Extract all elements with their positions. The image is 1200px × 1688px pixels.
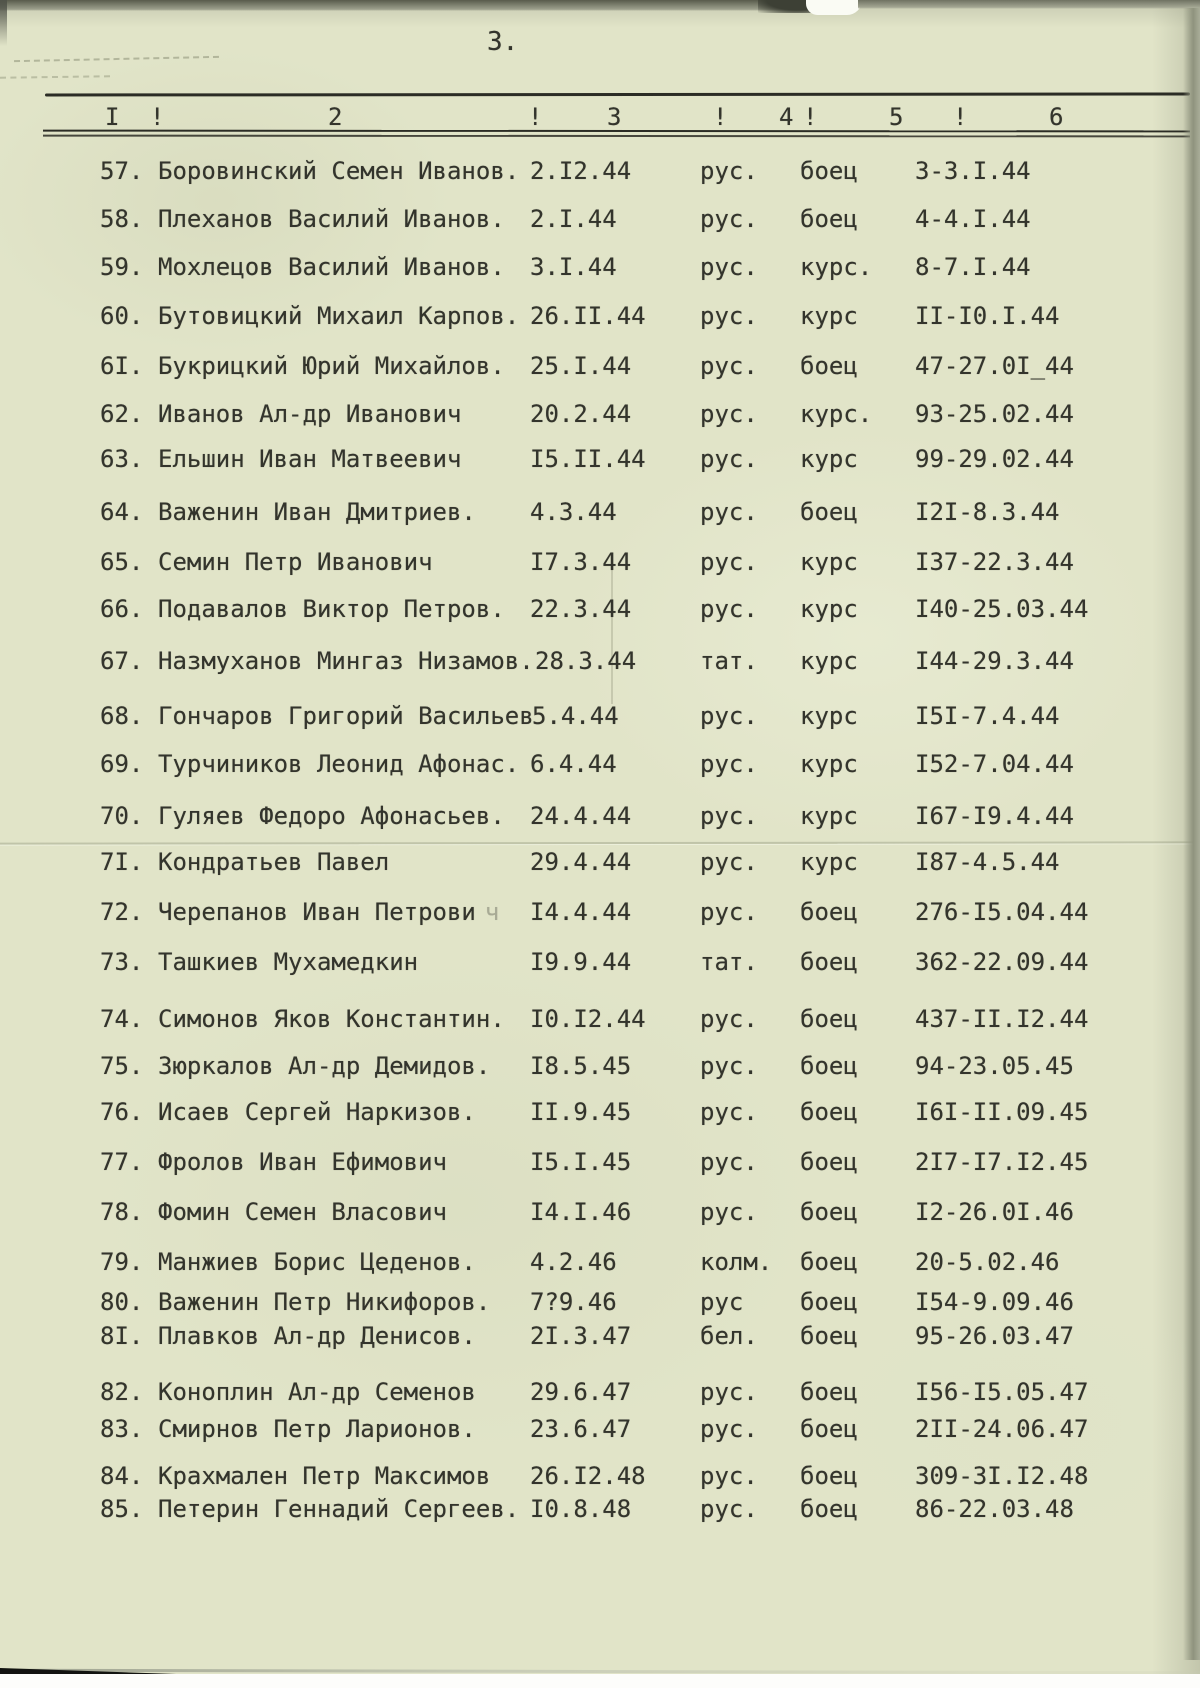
person-name-text: Семин Петр Иванович [158, 548, 433, 576]
row-number: 62. [100, 400, 144, 428]
registration-number: 86-22.03.48 [915, 1495, 1074, 1523]
person-name [158, 1148, 447, 1176]
rank: боец [800, 1462, 858, 1490]
row-number: 69. [100, 750, 144, 778]
enlist-date: 2.I.44 [530, 205, 617, 233]
person-name-text: Важенин Петр Никифоров. [158, 1288, 491, 1316]
row-number: 59. [100, 253, 144, 281]
rank: боец [800, 498, 858, 526]
scanner-background [0, 1674, 1200, 1688]
enlist-date: I5.II.44 [530, 445, 646, 473]
nationality: рус. [700, 400, 758, 428]
person-name-text: Плавков Ал-др Денисов. [158, 1322, 476, 1350]
rank: курс [800, 548, 858, 576]
person-name [158, 1248, 476, 1276]
table-row [0, 1248, 1200, 1278]
person-name-text: Гончаров Григорий Васильев [158, 702, 534, 730]
row-number: 7I. [100, 848, 144, 876]
row-number: 78. [100, 1198, 144, 1226]
row-number: 77. [100, 1148, 144, 1176]
nationality: рус. [700, 498, 758, 526]
person-name [158, 1198, 447, 1226]
torn-edge-notch [806, 0, 862, 15]
enlist-date: 20.2.44 [530, 400, 632, 428]
table-row [0, 205, 1200, 235]
page-number: 3. [487, 27, 519, 57]
table-row [0, 1288, 1200, 1318]
registration-number: 309-3I.I2.48 [915, 1462, 1089, 1490]
person-name [158, 802, 505, 830]
person-name-text: Ельшин Иван Матвеевич [158, 445, 462, 473]
person-name [158, 647, 534, 675]
person-name-text: Иванов Ал-др Иванович [158, 400, 462, 428]
registration-number: I2I-8.3.44 [915, 498, 1060, 526]
enlist-date: 5.4.44 [532, 702, 619, 730]
rank: боец [800, 1248, 858, 1276]
table-row [0, 595, 1200, 625]
rank: курс [800, 647, 858, 675]
column-separator: ! [150, 103, 165, 131]
rank: боец [800, 1198, 858, 1226]
nationality: рус. [700, 1495, 758, 1523]
table-row [0, 498, 1200, 528]
person-name [158, 848, 389, 876]
person-name [158, 302, 519, 330]
row-number: 83. [100, 1415, 144, 1443]
row-number: 64. [100, 498, 144, 526]
registration-number: 2I7-I7.I2.45 [915, 1148, 1089, 1176]
rank: курс [800, 445, 858, 473]
rank: курс [800, 802, 858, 830]
row-number: 79. [100, 1248, 144, 1276]
row-number: 75. [100, 1052, 144, 1080]
table-row [0, 548, 1200, 578]
scan-edge-left [0, 0, 7, 46]
table-row [0, 302, 1200, 332]
enlist-date: 23.6.47 [530, 1415, 632, 1443]
table-row [0, 802, 1200, 832]
nationality: рус. [700, 1198, 758, 1226]
column-header-6: 6 [1049, 103, 1064, 131]
nationality: рус. [700, 253, 758, 281]
rank: курс [800, 702, 858, 730]
enlist-date: 2.I2.44 [530, 157, 632, 185]
person-name-text: Букрицкий Юрий Михайлов. [158, 352, 505, 380]
table-row [0, 400, 1200, 430]
row-number: 57. [100, 157, 144, 185]
enlist-date: 4.3.44 [530, 498, 617, 526]
enlist-date: 3.I.44 [530, 253, 617, 281]
nationality: бел. [700, 1322, 758, 1350]
person-name [158, 1288, 490, 1316]
table-row [0, 750, 1200, 780]
enlist-date: I5.I.45 [530, 1148, 632, 1176]
person-name [158, 1052, 490, 1080]
scan-edge-top [0, 0, 810, 11]
rank: боец [800, 1288, 858, 1316]
table-row [0, 253, 1200, 283]
rank: боец [800, 1415, 858, 1443]
nationality: рус. [700, 595, 758, 623]
person-name [158, 750, 519, 778]
paper-crease [14, 56, 219, 62]
registration-number: I6I-II.09.45 [915, 1098, 1089, 1126]
rank: боец [800, 205, 858, 233]
person-name-text: Ташкиев Мухамедкин [158, 948, 419, 976]
enlist-date: 7?9.46 [530, 1288, 617, 1316]
rank: боец [800, 1052, 858, 1080]
rank: боец [800, 898, 858, 926]
person-name-text: Гуляев Федоро Афонасьев. [158, 802, 505, 830]
person-name-text: Коноплин Ал-др Семенов [158, 1378, 476, 1406]
nationality: рус. [700, 205, 758, 233]
nationality: рус. [700, 1462, 758, 1490]
nationality: рус. [700, 352, 758, 380]
table-header-rule [43, 135, 1190, 138]
person-name-text: Бутовицкий Михаил Карпов. [158, 302, 520, 330]
enlist-date: I8.5.45 [530, 1052, 632, 1080]
registration-number: 8-7.I.44 [915, 253, 1031, 281]
row-number: 58. [100, 205, 144, 233]
registration-number: I56-I5.05.47 [915, 1378, 1089, 1406]
registration-number: 3-3.I.44 [915, 157, 1031, 185]
person-name-text: Боровинский Семен Иванов. [158, 157, 520, 185]
row-number: 73. [100, 948, 144, 976]
registration-number: I40-25.03.44 [915, 595, 1089, 623]
nationality: рус. [700, 1415, 758, 1443]
person-name-text: Фомин Семен Власович [158, 1198, 447, 1226]
paper-fold-line [0, 841, 1200, 844]
rank: курс [800, 595, 858, 623]
column-header-2: 2 [328, 103, 343, 131]
rank: боец [800, 1148, 858, 1176]
person-name [158, 205, 505, 233]
row-number: 76. [100, 1098, 144, 1126]
person-name [158, 157, 519, 185]
nationality: рус. [700, 157, 758, 185]
person-name [158, 1098, 476, 1126]
registration-number: I44-29.3.44 [915, 647, 1074, 675]
row-number: 84. [100, 1462, 144, 1490]
rank: боец [800, 352, 858, 380]
column-separator: ! [528, 103, 543, 131]
person-name [158, 1378, 476, 1406]
registration-number: 437-II.I2.44 [915, 1005, 1089, 1033]
person-name [158, 1322, 476, 1350]
person-name-text: Кондратьев Павел [158, 848, 390, 876]
person-name-text: Манжиев Борис Цеденов. [158, 1248, 476, 1276]
table-row [0, 848, 1200, 878]
enlist-date: 2I.3.47 [530, 1322, 632, 1350]
paper-crease [611, 556, 613, 704]
scan-edge-top [858, 0, 1200, 9]
person-name [158, 1495, 519, 1523]
person-name-text: Петерин Геннадий Сергеев. [158, 1495, 520, 1523]
registration-number: I37-22.3.44 [915, 548, 1074, 576]
table-row [0, 1148, 1200, 1178]
enlist-date: 25.I.44 [530, 352, 632, 380]
nationality: тат. [700, 948, 758, 976]
row-number: 6I. [100, 352, 144, 380]
table-row [0, 445, 1200, 475]
enlist-date: 29.4.44 [530, 848, 632, 876]
nationality: колм. [700, 1248, 773, 1276]
row-number: 80. [100, 1288, 144, 1316]
registration-number: 2II-24.06.47 [915, 1415, 1089, 1443]
person-name [158, 352, 505, 380]
person-name-text: Исаев Сергей Наркизов. [158, 1098, 476, 1126]
rank: курс. [800, 400, 873, 428]
enlist-date: I4.4.44 [530, 898, 632, 926]
column-separator: ! [953, 103, 968, 131]
person-name [158, 948, 418, 976]
column-separator: ! [713, 103, 728, 131]
rank: курс. [800, 253, 873, 281]
nationality: рус. [700, 445, 758, 473]
enlist-date: 28.3.44 [535, 647, 637, 675]
rank: боец [800, 1378, 858, 1406]
person-name-text: Назмуханов Мингаз Низамов. [158, 647, 534, 675]
rank: боец [800, 948, 858, 976]
registration-number: 4-4.I.44 [915, 205, 1031, 233]
column-header-1: I [105, 103, 120, 131]
enlist-date: I7.3.44 [530, 548, 632, 576]
rank: курс [800, 750, 858, 778]
row-number: 74. [100, 1005, 144, 1033]
row-number: 60. [100, 302, 144, 330]
table-row [0, 1462, 1200, 1492]
person-name-text: Смирнов Петр Ларионов. [158, 1415, 476, 1443]
table-row [0, 702, 1200, 732]
nationality: рус. [700, 1098, 758, 1126]
nationality: тат. [700, 647, 758, 675]
table-row [0, 1005, 1200, 1035]
enlist-date: 4.2.46 [530, 1248, 617, 1276]
nationality: рус. [700, 702, 758, 730]
table-row [0, 1495, 1200, 1525]
table-row [0, 157, 1200, 187]
nationality: рус. [700, 1148, 758, 1176]
column-header-3: 3 [607, 103, 622, 131]
row-number: 63. [100, 445, 144, 473]
paper-crease [0, 75, 110, 79]
registration-number: I54-9.09.46 [915, 1288, 1074, 1316]
nationality: рус. [700, 898, 758, 926]
person-name-text: Фролов Иван Ефимович [158, 1148, 447, 1176]
person-name-text: Черепанов Иван Петрови [158, 898, 476, 926]
table-row [0, 352, 1200, 382]
row-number: 68. [100, 702, 144, 730]
registration-number: II-I0.I.44 [915, 302, 1060, 330]
rank: курс [800, 848, 858, 876]
rank: боец [800, 1322, 858, 1350]
registration-number: 276-I5.04.44 [915, 898, 1089, 926]
person-name-text: Турчиников Леонид Афонас. [158, 750, 520, 778]
enlist-date: 24.4.44 [530, 802, 632, 830]
rank: боец [800, 157, 858, 185]
table-row [0, 1198, 1200, 1228]
person-name [158, 548, 433, 576]
rank: боец [800, 1495, 858, 1523]
enlist-date: 22.3.44 [530, 595, 632, 623]
registration-number: I87-4.5.44 [915, 848, 1060, 876]
person-name-text: Плеханов Василий Иванов. [158, 205, 505, 233]
person-name [158, 253, 505, 281]
table-row [0, 1322, 1200, 1352]
registration-number: 95-26.03.47 [915, 1322, 1074, 1350]
person-name [158, 498, 476, 526]
person-name [158, 1005, 505, 1033]
column-separator: ! [803, 103, 818, 131]
column-header-5: 5 [889, 103, 904, 131]
nationality: рус. [700, 802, 758, 830]
person-name-text: Важенин Иван Дмитриев. [158, 498, 476, 526]
table-row [0, 1415, 1200, 1445]
registration-number: I52-7.04.44 [915, 750, 1074, 778]
table-top-rule [45, 93, 1190, 97]
enlist-date: 29.6.47 [530, 1378, 632, 1406]
person-name [158, 445, 461, 473]
person-name-text: Мохлецов Василий Иванов. [158, 253, 505, 281]
nationality: рус [700, 1288, 744, 1316]
row-number: 72. [100, 898, 144, 926]
registration-number: I2-26.0I.46 [915, 1198, 1074, 1226]
nationality: рус. [700, 1005, 758, 1033]
person-name-text: Подавалов Виктор Петров. [158, 595, 505, 623]
row-number: 65. [100, 548, 144, 576]
person-name [158, 1462, 490, 1490]
nationality: рус. [700, 548, 758, 576]
enlist-date: I0.8.48 [530, 1495, 632, 1523]
row-number: 82. [100, 1378, 144, 1406]
person-name-text: Зюркалов Ал-др Демидов. [158, 1052, 491, 1080]
nationality: рус. [700, 302, 758, 330]
row-number: 8I. [100, 1322, 144, 1350]
enlist-date: II.9.45 [530, 1098, 632, 1126]
enlist-date: 26.II.44 [530, 302, 646, 330]
table-row [0, 647, 1200, 677]
person-name [158, 898, 499, 926]
enlist-date: I0.I2.44 [530, 1005, 646, 1033]
registration-number: 47-27.0I_44 [915, 352, 1074, 380]
column-header-4: 4 [779, 103, 794, 131]
registration-number: I67-I9.4.44 [915, 802, 1074, 830]
registration-number: 94-23.05.45 [915, 1052, 1074, 1080]
person-name-text: Крахмален Петр Максимов [158, 1462, 491, 1490]
enlist-date: 6.4.44 [530, 750, 617, 778]
enlist-date: I4.I.46 [530, 1198, 632, 1226]
person-name [158, 400, 461, 428]
row-number: 66. [100, 595, 144, 623]
rank: курс [800, 302, 858, 330]
nationality: рус. [700, 848, 758, 876]
person-name [158, 595, 505, 623]
person-name [158, 702, 534, 730]
scan-edge-right [1183, 8, 1200, 1660]
nationality: рус. [700, 1378, 758, 1406]
nationality: рус. [700, 750, 758, 778]
nationality: рус. [700, 1052, 758, 1080]
table-row [0, 1378, 1200, 1408]
rank: боец [800, 1005, 858, 1033]
person-name [158, 1415, 476, 1443]
enlist-date: I9.9.44 [530, 948, 632, 976]
table-row [0, 1052, 1200, 1082]
registration-number: 20-5.02.46 [915, 1248, 1060, 1276]
table-row [0, 948, 1200, 978]
registration-number: 99-29.02.44 [915, 445, 1074, 473]
registration-number: 93-25.02.44 [915, 400, 1074, 428]
row-number: 70. [100, 802, 144, 830]
person-name-text: Симонов Яков Константин. [158, 1005, 505, 1033]
registration-number: 362-22.09.44 [915, 948, 1089, 976]
registration-number: I5I-7.4.44 [915, 702, 1060, 730]
table-row [0, 898, 1200, 928]
table-row [0, 1098, 1200, 1128]
row-number: 67. [100, 647, 144, 675]
row-number: 85. [100, 1495, 144, 1523]
enlist-date: 26.I2.48 [530, 1462, 646, 1490]
rank: боец [800, 1098, 858, 1126]
person-name-faded-char: ч [484, 898, 500, 926]
